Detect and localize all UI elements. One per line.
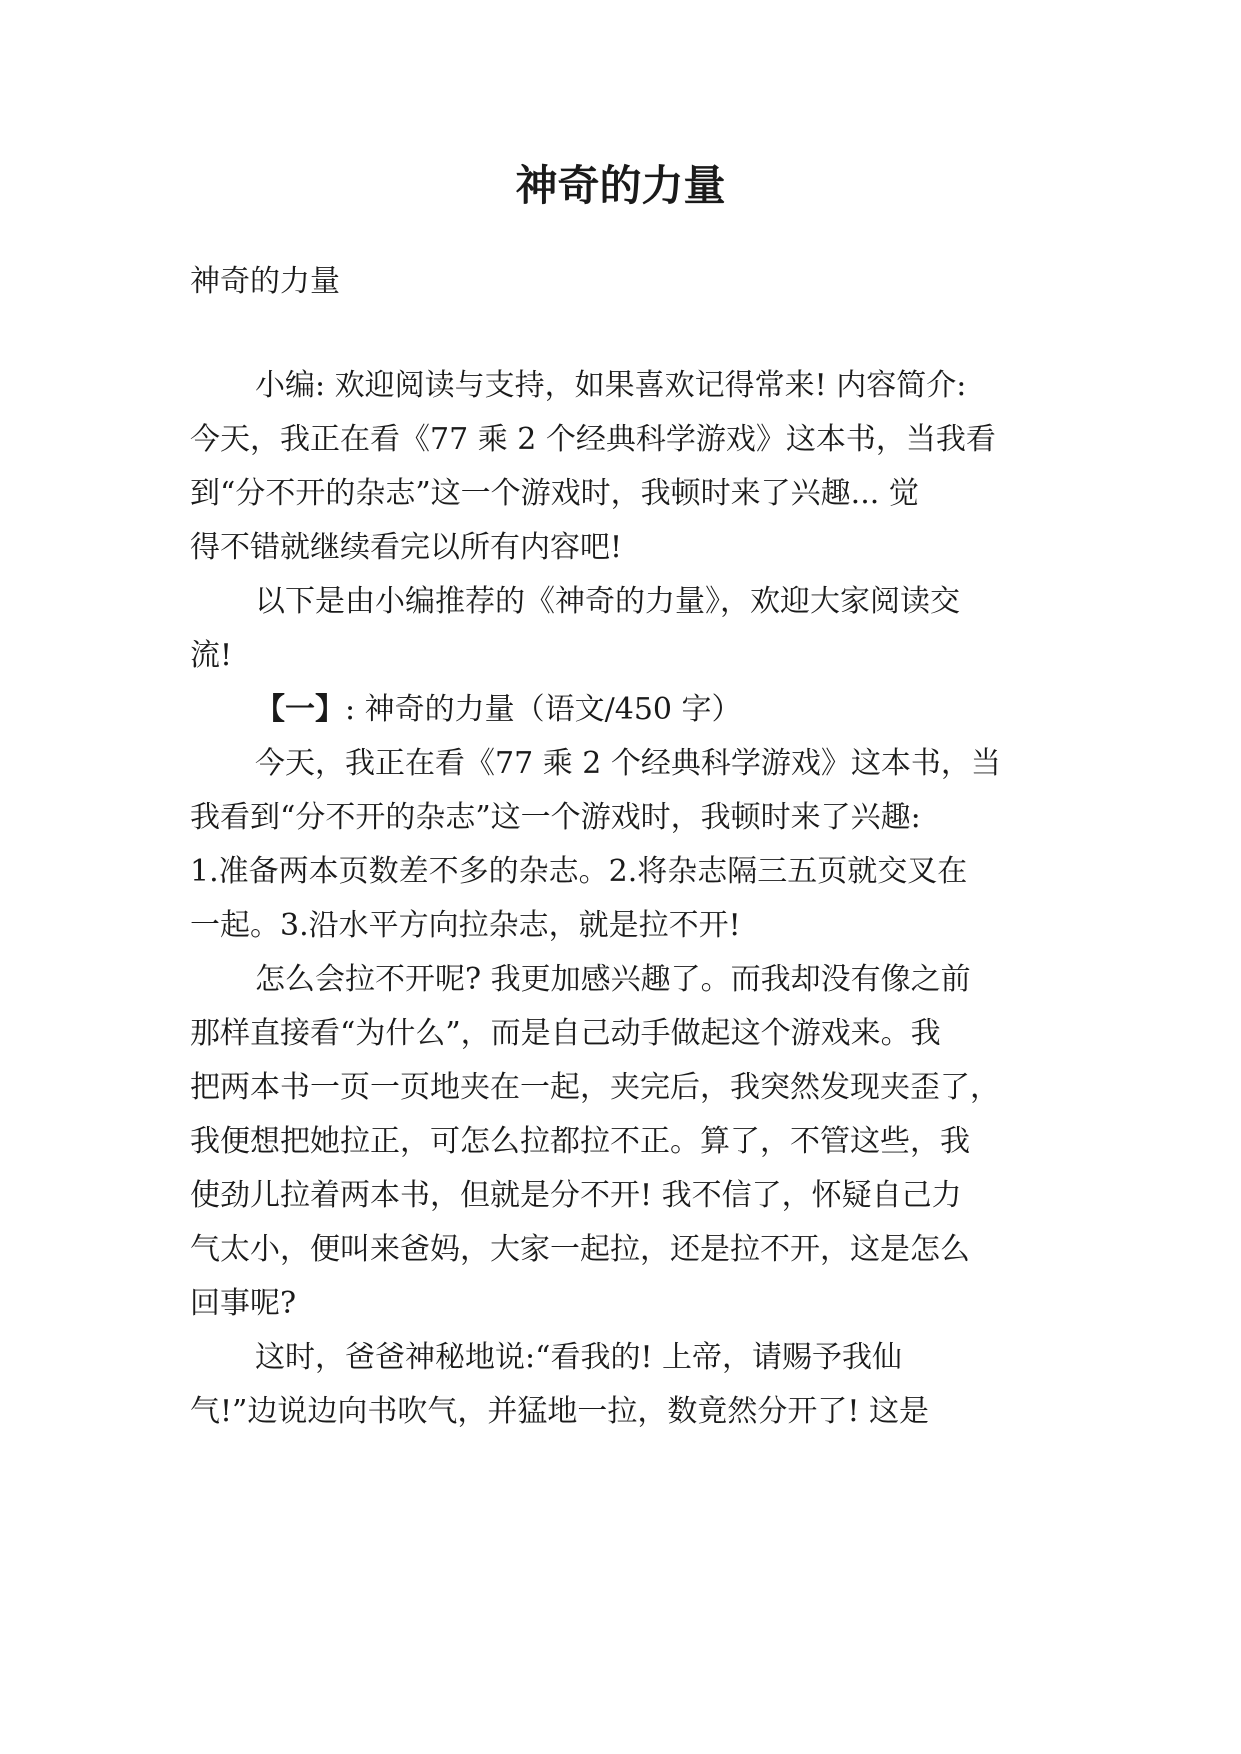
document-title: 神奇的力量: [515, 161, 726, 210]
body-line: 那样直接看“为什么”，而是自己动手做起这个游戏来。我: [190, 1016, 941, 1051]
body-line: 我看到“分不开的杂志”这一个游戏时，我顿时来了兴趣:: [190, 800, 921, 835]
body-line: 把两本书一页一页地夹在一起，夹完后，我突然发现夹歪了，: [190, 1070, 1000, 1105]
recommend-line: 以下是由小编推荐的《神奇的力量》，欢迎大家阅读交: [255, 584, 960, 619]
body-line: 怎么会拉不开呢? 我更加感兴趣了。而我却没有像之前: [255, 962, 971, 997]
section-number: 【一】: [255, 692, 345, 727]
intro-line: 得不错就继续看完以所有内容吧!: [190, 530, 623, 565]
document-subtitle: 神奇的力量: [190, 264, 340, 299]
section-heading-text: : 神奇的力量（语文/450 字）: [345, 692, 742, 727]
body-line: 气太小，便叫来爸妈，大家一起拉，还是拉不开，这是怎么: [190, 1232, 970, 1267]
intro-line: 今天，我正在看《77 乘 2 个经典科学游戏》这本书，当我看: [190, 422, 996, 457]
body-line: 回事呢?: [190, 1286, 297, 1321]
body-line: 这时，爸爸神秘地说:“看我的! 上帝，请赐予我仙: [255, 1340, 903, 1375]
recommend-line: 流!: [190, 638, 233, 673]
body-line: 我便想把她拉正，可怎么拉都拉不正。算了，不管这些，我: [190, 1124, 970, 1159]
body-line: 使劲儿拉着两本书，但就是分不开! 我不信了，怀疑自己力: [190, 1178, 962, 1213]
body-line: 今天，我正在看《77 乘 2 个经典科学游戏》这本书，当: [255, 746, 1001, 781]
body-line: 1.准备两本页数差不多的杂志。2.将杂志隔三五页就交叉在: [190, 854, 968, 889]
section-heading: [255, 690, 1060, 730]
body-line: 气!”边说边向书吹气，并猛地一拉，数竟然分开了! 这是: [190, 1394, 929, 1429]
intro-line: 到“分不开的杂志”这一个游戏时，我顿时来了兴趣... 觉: [190, 476, 919, 511]
intro-line: 小编: 欢迎阅读与支持，如果喜欢记得常来! 内容简介:: [255, 368, 967, 403]
body-line: 一起。3.沿水平方向拉杂志，就是拉不开!: [190, 908, 741, 943]
